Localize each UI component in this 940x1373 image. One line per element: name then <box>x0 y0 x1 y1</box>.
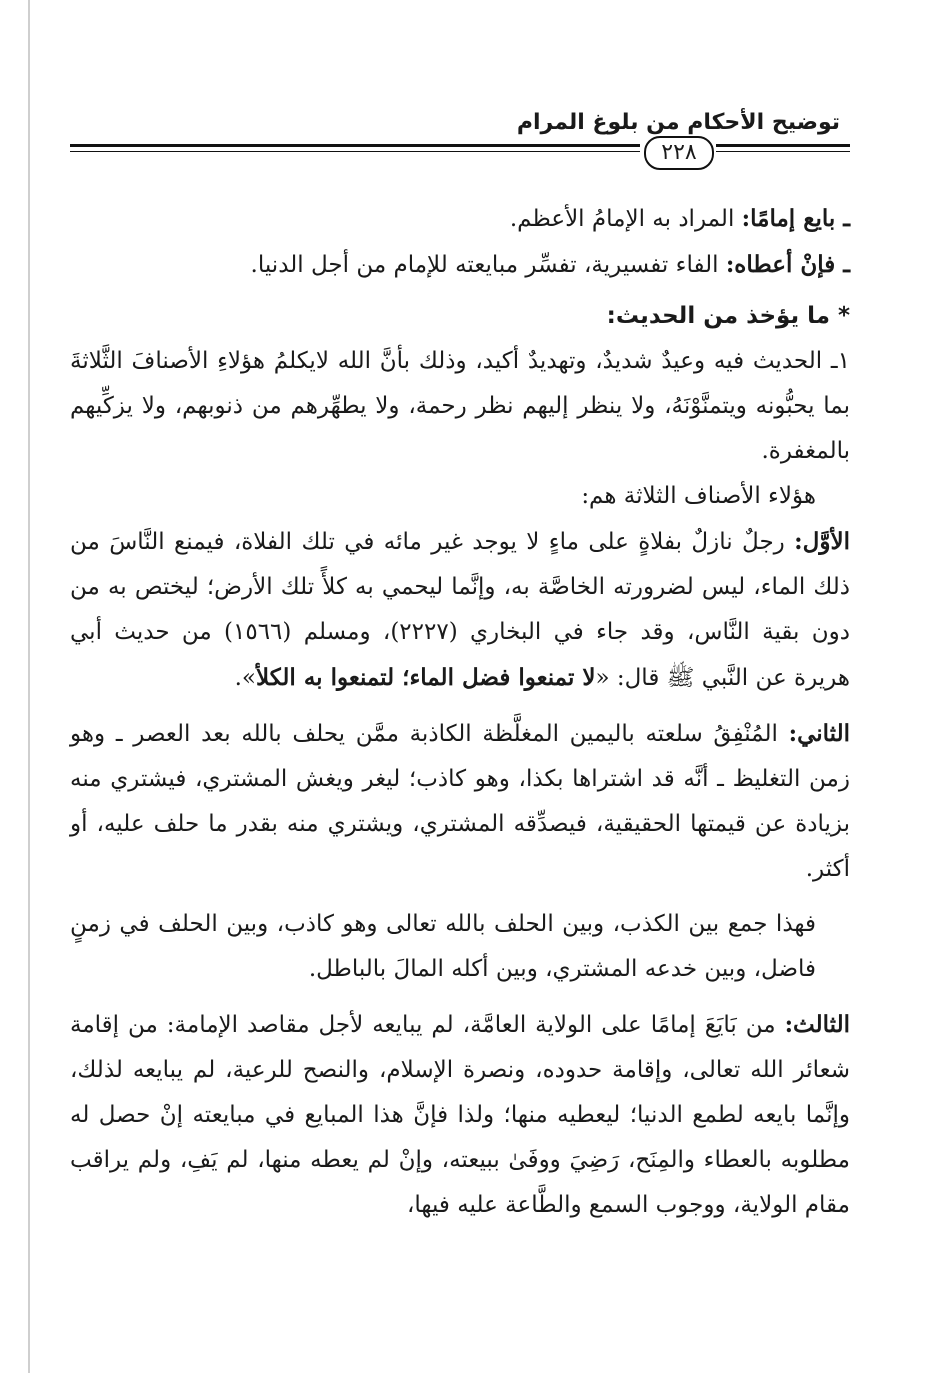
definition-term: ـ بايع إمامًا: <box>741 205 850 232</box>
category-text: المُنْفِقُ سلعته باليمين المغلَّظة الكاذبة ممَّن يحلف بالله بعد العصر ـ وهو زمن التغليظ ـ أنَّه قد اشتراها بكذا، وهو كاذب؛ ليغر ويغش المشتري، فيشتري منه بزيادة عن قيمتها الحقيقية، فيصدِّقه المشتري، ويشتري منه بقدر ما حلف عليه، أو أكثر. <box>70 721 850 882</box>
definition-term: ـ فإنْ أعطاه: <box>725 251 850 278</box>
page-left-edge <box>28 0 30 1373</box>
category-third <box>70 1002 850 1228</box>
header-rule-left-thin <box>70 151 640 152</box>
summary-paragraph: فهذا جمع بين الكذب، وبين الحلف بالله تعالى وهو كاذب، وبين الحلف في زمنٍ فاضل، وبين خدعه المشتري، وبين أكله المالَ بالباطل. <box>70 911 816 982</box>
hadith-quote: لا تمنعوا فضل الماء؛ لتمنعوا به الكلأ <box>256 664 596 691</box>
page-number: ٢٢٨ <box>644 136 714 170</box>
definition-text: الفاء تفسيرية، تفسِّر مبايعته للإمام من أجل الدنيا. <box>250 252 726 278</box>
category-text: رجلٌ نازلٌ بفلاةٍ على ماءٍ لا يوجد غير مائه في تلك الفلاة، فيمنع النَّاسَ من ذلك الماء، ليس لضرورته الخاصَّة به، وإنَّما ليحمي به كلأً تلك الأرض؛ ليختص به من دون بقية النَّاس، وقد جاء في البخاري (٢٢٢٧)، ومسلم (١٥٦٦) من حديث أبي هريرة عن النَّبي ﷺ قال: « <box>70 529 850 691</box>
definition-bayaa <box>70 196 850 242</box>
header-rule-left <box>70 144 640 147</box>
category-label: الأوَّل: <box>794 528 850 555</box>
section-heading: * ما يؤخذ من الحديث: <box>606 303 850 329</box>
category-label: الثاني: <box>788 720 850 747</box>
categories-intro: هؤلاء الأصناف الثلاثة هم: <box>581 483 816 509</box>
definition-text: المراد به الإمامُ الأعظم. <box>509 206 742 232</box>
category-first <box>70 519 850 701</box>
page-content <box>70 196 850 1228</box>
header-rule-right <box>716 144 850 147</box>
quote-end: ». <box>234 665 256 691</box>
category-second <box>70 711 850 892</box>
definition-aataah <box>70 242 850 288</box>
category-label: الثالث: <box>784 1011 850 1038</box>
header-rule-right-thin <box>716 151 850 152</box>
page-header <box>70 92 850 172</box>
category-text: من بَايَعَ إمامًا على الولاية العامَّة، لم يبايعه لأجل مقاصد الإمامة: من إقامة شعائر الله تعالى، وإقامة حدوده، ونصرة الإسلام، والنصح للرعية، لم يبايعه لذلك، وإنَّما بايعه لطمع الدنيا؛ ليعطيه منها؛ ولذا فإنَّ هذا المبايع في مبايعته إنْ حصل له مطلوبه بالعطاء والمِنَح، رَضِيَ ووفَىٰ ببيعته، وإنْ لم يعطه منها، لم يَفِ، ولم يراقب مقام الولاية، ووجوب السمع والطَّاعة عليه فيها، <box>70 1012 850 1218</box>
book-title: توضيح الأحكام من بلوغ المرام <box>516 110 840 135</box>
point-one: ١ـ الحديث فيه وعيدٌ شديدٌ، وتهديدٌ أكيد، وذلك بأنَّ الله لايكلمُ هؤلاءِ الأصنافَ الثَّلاثةَ بما يحبُّونه ويتمنَّوْنَهُ، ولا ينظر إليهم نظر رحمة، ولا يطهِّرهم من ذنوبهم، ولا يزكِّيهم بالمغفرة. <box>70 348 850 464</box>
